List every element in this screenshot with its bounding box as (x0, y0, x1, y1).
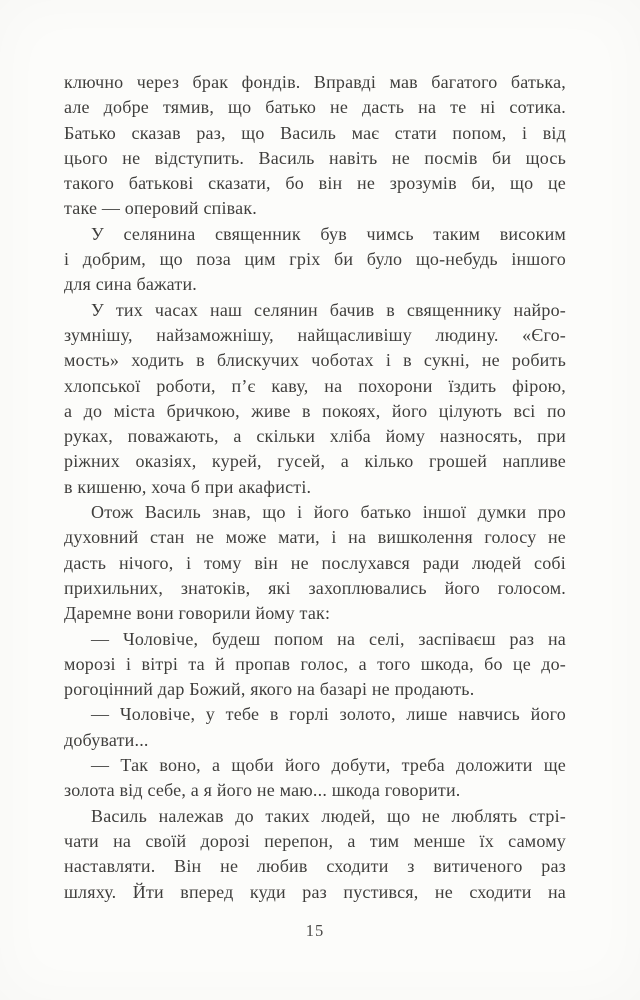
paragraph (64, 627, 566, 703)
text-line: такого батькові сказати, бо він не зрозумів би, що це (64, 173, 566, 194)
paragraph (64, 70, 566, 222)
text-line: У тих часах наш селянин бачив в священнику найро- (91, 299, 566, 320)
text-line: зумнішу, найзаможнішу, найщасливішу людину. «Єго- (64, 324, 566, 345)
text-line: — Чоловіче, у тебе в горлі золото, лише навчись його (91, 704, 566, 725)
page-text-block (64, 70, 566, 905)
text-line: рогоцінний дар Божий, якого на базарі не продають. (64, 679, 475, 700)
text-line: — Так воно, а щоби його добути, треба доложити ще (91, 755, 566, 776)
text-line: золота від себе, а я його не маю... шкода говорити. (64, 780, 461, 801)
paragraph (64, 298, 566, 500)
text-line: Отож Василь знав, що і його батько іншої думки про (91, 502, 566, 523)
text-line: — Чоловіче, будеш попом на селі, заспіваєш раз на (91, 628, 566, 649)
text-line: наставляти. Він не любив сходити з витиченого раз (64, 856, 566, 877)
text-line: і добрим, що поза цим гріх би було що-небудь іншого (64, 249, 566, 270)
text-line: ключно через брак фондів. Вправді мав багатого батька, (64, 72, 566, 92)
paragraph (64, 222, 566, 298)
text-line: в кишеню, хоча б при акафисті. (64, 476, 312, 497)
text-line: шляху. Йти вперед куди раз пустився, не сходити на (64, 881, 566, 902)
paragraph (64, 702, 566, 753)
text-line: мость» ходить в блискучих чоботах і в сукні, не робить (64, 350, 566, 371)
paragraph (64, 804, 566, 905)
text-line: духовний стан не може мати, і на вишколення голосу не (64, 527, 566, 548)
text-line: а до міста бричкою, живе в покоях, його цілують всі по (64, 400, 566, 421)
text-line: У селянина священник був чимсь таким високим (91, 223, 566, 244)
text-line: для сина бажати. (64, 274, 197, 295)
text-line: морозі і вітрі та й пропав голос, а того шкода, бо це до- (64, 653, 566, 674)
text-line: Василь належав до таких людей, що не люблять стрі- (91, 805, 566, 826)
text-line: Батько сказав раз, що Василь має стати попом, і від (64, 122, 566, 143)
text-line: Даремне вони говорили йому так: (64, 603, 331, 624)
text-line: таке — оперовий співак. (64, 198, 257, 219)
text-line: дасть нічого, і тому він не послухався ради людей собі (64, 552, 566, 573)
text-line: прихильних, знатоків, які захоплювались його голосом. (64, 577, 566, 598)
text-line: чати на своїй дорозі перепон, а тим менше їх самому (64, 830, 566, 851)
text-line: добувати... (64, 729, 149, 750)
text-line: ріжних оказіях, курей, гусей, а кілько грошей напливе (64, 451, 566, 472)
text-line: хлопської роботи, п’є каву, на похорони їздить фірою, (64, 375, 566, 396)
page-number: 15 (305, 921, 325, 940)
text-line: цього не відступить. Василь навіть не посмів би щось (64, 147, 566, 168)
paragraph (64, 500, 566, 626)
paragraph (64, 753, 566, 804)
text-line: але добре тямив, що батько не дасть на те ні сотика. (64, 97, 566, 118)
text-line: руках, поважають, а скільки хліба йому назносять, при (64, 426, 566, 447)
